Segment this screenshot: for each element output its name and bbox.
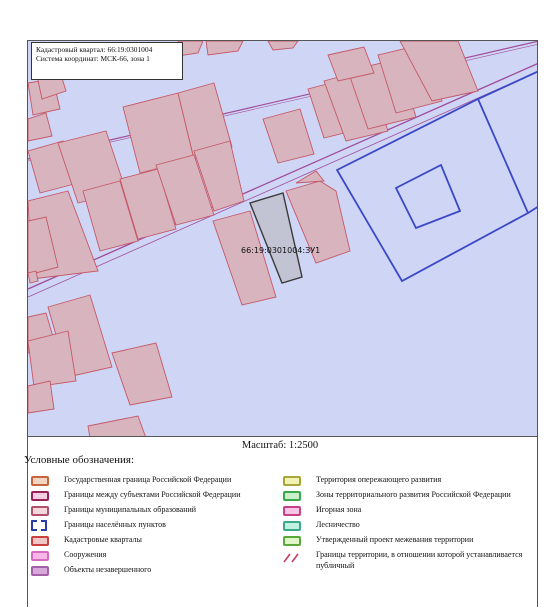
legend-item xyxy=(30,564,260,575)
legend-item xyxy=(30,504,260,515)
legend-item-label: Сооружения xyxy=(64,550,107,559)
legend-item-label: Государственная граница Российской Федерации xyxy=(64,475,232,484)
map-view[interactable] xyxy=(27,40,538,437)
parcel-label: 66:19:0301004:ЗУ1 xyxy=(241,246,321,255)
legend-item-label: Лесничество xyxy=(316,520,360,529)
surveying-project-icon xyxy=(282,535,302,545)
building-small[interactable] xyxy=(28,271,38,283)
cadastral-info-box xyxy=(31,42,183,80)
public-easement-icon xyxy=(282,550,302,560)
legend-item-label: Кадастровые кварталы xyxy=(64,535,142,544)
cadastral-quarter-icon xyxy=(30,535,50,545)
map-canvas[interactable] xyxy=(28,41,538,437)
advanced-development-icon xyxy=(282,475,302,485)
legend-item xyxy=(282,519,532,530)
scale-label: Масштаб: 1:2500 xyxy=(241,440,319,451)
building[interactable] xyxy=(28,331,76,387)
building[interactable] xyxy=(28,381,54,413)
state-border-icon xyxy=(30,475,50,485)
legend-item xyxy=(30,534,260,545)
legend-column-right xyxy=(282,474,532,575)
legend-item xyxy=(30,519,260,530)
unfinished-object-icon xyxy=(30,565,50,575)
legend-item xyxy=(30,549,260,560)
settlement-border-icon xyxy=(30,520,50,530)
legend-item xyxy=(282,504,532,515)
municipal-border-icon xyxy=(30,505,50,515)
legend-item-label: Границы населённых пунктов xyxy=(64,520,166,529)
legend-item-label: Территория опережающего развития xyxy=(316,475,442,484)
info-line-quarter: Кадастровый квартал: 66:19:0301004 xyxy=(36,45,153,54)
legend-item xyxy=(282,534,532,545)
legend-item xyxy=(30,489,260,500)
forestry-icon xyxy=(282,520,302,530)
legend-item-label: Границы территории, в отношении которой устанавливается публичный xyxy=(316,550,523,570)
legend-item-label: Зоны территориального развития Российской Федерации xyxy=(316,490,511,499)
territorial-development-icon xyxy=(282,490,302,500)
legend-item xyxy=(282,549,532,571)
info-line-coordinates: Система координат: МСК-66, зона 1 xyxy=(36,54,150,63)
legend-item xyxy=(30,474,260,485)
legend-item-label: Утвержденный проект межевания территории xyxy=(316,535,474,544)
legend-column-left xyxy=(30,474,260,579)
subject-border-icon xyxy=(30,490,50,500)
gambling-zone-icon xyxy=(282,505,302,515)
legend-item-label: Границы между субъектами Российской Федерации xyxy=(64,490,241,499)
legend-item-label: Объекты незавершенного xyxy=(64,565,152,574)
legend-title: Условные обозначения: xyxy=(24,454,135,466)
legend-item-label: Границы муниципальных образований xyxy=(64,505,197,514)
legend-item xyxy=(282,474,532,485)
legend-item-label: Игорная зона xyxy=(316,505,362,514)
structure-icon xyxy=(30,550,50,560)
legend-item xyxy=(282,489,532,500)
